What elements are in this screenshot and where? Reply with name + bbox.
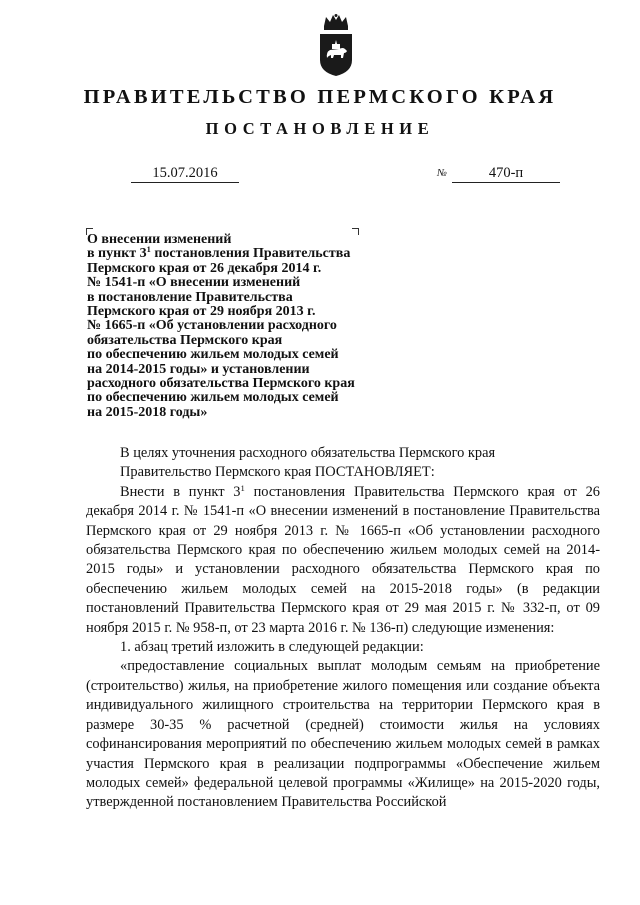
subject-line: № 1665-п «Об установлении расходного: [87, 318, 337, 334]
subject-line: по обеспечению жильем молодых семей: [87, 347, 339, 363]
subject-line: № 1541-п «О внесении изменений: [87, 275, 301, 291]
document-body: [86, 444, 600, 813]
subject-line: Пермского края от 26 декабря 2014 г.: [87, 260, 322, 276]
body-paragraph: 1. абзац третий изложить в следующей редакции:: [120, 639, 424, 656]
subject-line: обязательства Пермского края: [87, 332, 283, 348]
document-type-title: ПОСТАНОВЛЕНИЕ: [205, 119, 435, 138]
body-paragraph: В целях уточнения расходного обязательства Пермского края: [120, 445, 496, 461]
subject-line: по обеспечению жильем молодых семей: [87, 390, 339, 406]
organization-title: ПРАВИТЕЛЬСТВО ПЕРМСКОГО КРАЯ: [83, 86, 557, 108]
subject-line: в пункт $3^1$ постановления Правительства: [87, 245, 351, 262]
subject-line: Пермского края от 29 ноября 2013 г.: [87, 304, 316, 320]
body-paragraph: Внести в пункт $3^1$ постановления Правительства Пермского края от 26 декабря 2014 г. № 1541-п «О внесении изменений в постановление Правительства Пермского края от 29 ноября 2013 г. № 1665-п «Об установлении расходного обязательства Пермского края по обеспечению жильем молодых семей на 2014-2015 годы» и установлении расходного обязательства Пермского края по обеспечению жильем молодых семей на 2015-2018 годы» (в редакции постановлений Правительства Пермского края от 29 мая 2015 г. № 332-п, от 09 ноября 2015 г. № 958-п, от 23 марта 2016 г. № 136-п) следующие изменения:: [86, 482, 600, 636]
subject-line: в постановление Правительства: [87, 289, 293, 305]
body-paragraph: Правительство Пермского края ПОСТАНОВЛЯЕТ:: [120, 464, 435, 481]
coat-of-arms-icon: [316, 14, 356, 78]
subject-line: расходного обязательства Пермского края: [87, 376, 355, 392]
body-paragraph: «предоставление социальных выплат молодым семьям на приобретение (строительство) жилья, на приобретение жилого помещения или создание объекта индивидуального жилищного строительства на территории Пермского края в размере 30-35 % расчетной (средней) стоимости жилья на условиях софинансирования мероприятий по обеспечению жильем молодых семей в рамках участия Пермского края в реализации подпрограммы «Обеспечение жильем молодых семей» федеральной целевой программы «Жилище» на 2015-2020 годы, утвержденной постановлением Правительства Российской: [86, 658, 600, 811]
document-number: 470-п: [452, 164, 560, 183]
subject-line: на 2015-2018 годы»: [87, 404, 208, 420]
superscript: 1: [146, 245, 151, 255]
superscript: 1: [240, 482, 245, 493]
document-subject: [87, 233, 397, 420]
number-label: №: [437, 168, 447, 179]
subject-line: на 2014-2015 годы» и установлении: [87, 361, 310, 377]
subject-line: О внесении изменений: [87, 232, 232, 247]
document-date: 15.07.2016: [131, 164, 239, 183]
